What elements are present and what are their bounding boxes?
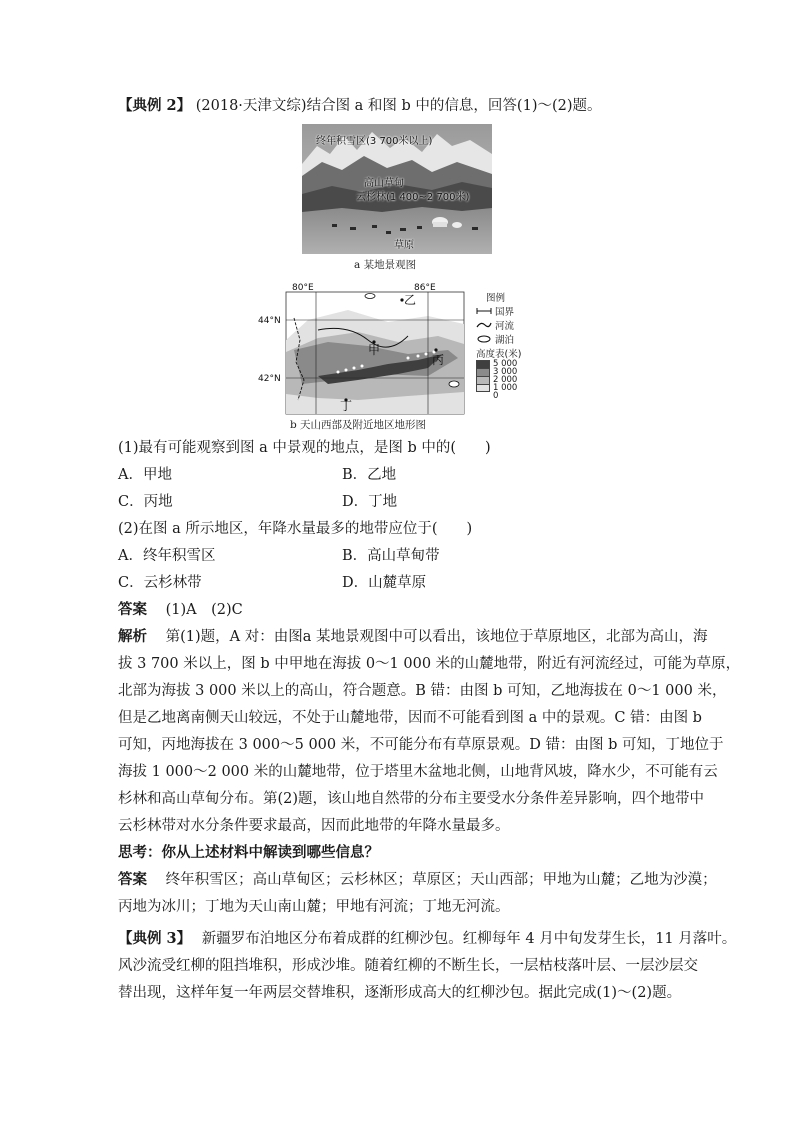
place-yi-label: 乙 bbox=[404, 293, 417, 307]
answer-2-line-1: 答案 终年积雪区；高山草甸区；云杉林区；草原区；天山西部；甲地为山麓；乙地为沙漠； bbox=[118, 871, 717, 888]
answer-2-label: 答案 bbox=[118, 871, 147, 888]
answer-1-text: (1)A (2)C bbox=[165, 602, 243, 618]
figure-b-caption: b 天山西部及附近地区地形图 bbox=[290, 419, 427, 431]
river-symbol-icon bbox=[476, 320, 492, 330]
question-1-stem: (1)最有可能观察到图 a 中景观的地点，是图 b 中的( ) bbox=[118, 440, 491, 456]
q2-option-c: C．云杉林带 bbox=[118, 575, 202, 591]
legend-elevation-title: 高度表(米) bbox=[476, 349, 522, 360]
legend-river-row bbox=[476, 318, 536, 332]
legend-border-row bbox=[476, 304, 536, 318]
q1-option-c: C．丙地 bbox=[118, 494, 173, 510]
place-jia-label: 甲 bbox=[368, 343, 381, 357]
answer-1 bbox=[118, 600, 243, 620]
q2-option-d: D．山麓草原 bbox=[342, 575, 427, 591]
figure-a-caption: a 某地景观图 bbox=[354, 259, 417, 271]
answer-1-label: 答案 bbox=[118, 601, 147, 618]
analysis-line-5: 可知，丙地海拔在 3 000～5 000 米，不可能分布有草原景观。D 错：由图 b 可知，丁地位于 bbox=[118, 737, 724, 753]
lon-80-label: 80°E bbox=[292, 283, 314, 293]
q1-option-d: D．丁地 bbox=[342, 494, 398, 510]
lat-42-label: 42°N bbox=[258, 374, 281, 384]
figure-a-photo bbox=[302, 124, 492, 254]
analysis-line-2: 拔 3 700 米以上，图 b 中甲地在海拔 0～1 000 米的山麓地带，附近有河流经过，可能为草原， bbox=[118, 656, 741, 672]
snow-zone-label: 终年积雪区(3 700米以上) bbox=[316, 136, 433, 147]
analysis-line-7: 杉林和高山草甸分布。第(2)题，该山地自然带的分布主要受水分条件差异影响，四个地带中 bbox=[118, 791, 705, 807]
legend-lake-label: 湖泊 bbox=[495, 335, 515, 346]
grassland-label: 草原 bbox=[394, 240, 414, 251]
example2-tag: 【典例 2】 bbox=[118, 97, 192, 114]
q1-option-a: A．甲地 bbox=[118, 467, 172, 483]
think-prompt: 思考：你从上述材料中解读到哪些信息？ bbox=[118, 844, 379, 861]
question-2-stem: (2)在图 a 所示地区，年降水量最多的地带应位于( ) bbox=[118, 521, 473, 537]
example3-line-1: 【典例 3】 新疆罗布泊地区分布着成群的红柳沙包。红柳每年 4 月中旬发芽生长，11 月落叶。 bbox=[118, 930, 737, 947]
meadow-label: 高山草甸 bbox=[364, 178, 404, 189]
place-ding-label: 丁 bbox=[340, 399, 353, 413]
map-legend bbox=[476, 290, 536, 400]
analysis-line-3: 北部为海拔 3 000 米以上的高山，符合题意。B 错：由图 b 可知，乙地海拔在 0～1 000 米， bbox=[118, 683, 727, 699]
analysis-line-4: 但是乙地离南侧天山较远，不处于山麓地带，因而不可能看到图 a 中的景观。C 错：由图 b bbox=[118, 710, 702, 726]
place-bing-label: 丙 bbox=[432, 353, 445, 367]
elevation-tick-0: 0 bbox=[493, 391, 499, 401]
lat-44-label: 44°N bbox=[258, 316, 281, 326]
lake-symbol-icon bbox=[476, 334, 492, 344]
elevation-tick-3000: 3 000 bbox=[476, 368, 536, 376]
q1-option-b: B．乙地 bbox=[342, 467, 397, 483]
q2-option-a: A．终年积雪区 bbox=[118, 548, 216, 564]
answer-2-line-2: 丙地为冰川；丁地为天山南山麓；甲地有河流；丁地无河流。 bbox=[118, 899, 510, 915]
legend-title: 图例 bbox=[486, 293, 506, 304]
border-symbol-icon bbox=[476, 306, 492, 316]
elevation-tick-5000: 5 000 bbox=[476, 360, 536, 368]
analysis-line-8: 云杉林带对水分条件要求最高，因而此地带的年降水量最多。 bbox=[118, 818, 510, 834]
example2-intro bbox=[118, 96, 602, 116]
example3-line-2: 风沙流受红柳的阻挡堆积，形成沙堆。随着红柳的不断生长，一层枯枝落叶层、一层沙层交 bbox=[118, 958, 698, 974]
example2-intro-text: (2018·天津文综)结合图 a 和图 b 中的信息，回答(1)～(2)题。 bbox=[195, 98, 602, 114]
elevation-tick-2000: 2 000 bbox=[476, 376, 536, 384]
analysis-label: 解析 bbox=[118, 628, 147, 645]
forest-label: 云杉林(1 400~2 700米) bbox=[356, 192, 470, 203]
example3-line-3: 替出现，这样年复一年两层交替堆积，逐渐形成高大的红柳沙包。据此完成(1)～(2)题。 bbox=[118, 985, 682, 1001]
legend-river-label: 河流 bbox=[495, 321, 515, 332]
lon-86-label: 86°E bbox=[414, 283, 436, 293]
example3-tag: 【典例 3】 bbox=[118, 930, 192, 947]
elevation-tick-1000: 1 000 bbox=[476, 384, 536, 392]
analysis-line-1: 解析 第(1)题，A 对：由图a 某地景观图中可以看出，该地位于草原地区，北部为高山，海 bbox=[118, 628, 708, 645]
legend-lake-row bbox=[476, 332, 536, 346]
analysis-line-6: 海拔 1 000～2 000 米的山麓地带，位于塔里木盆地北侧，山地背风坡，降水少，不可能有云 bbox=[118, 764, 718, 780]
q2-option-b: B．高山草甸带 bbox=[342, 548, 440, 564]
legend-border-label: 国界 bbox=[495, 307, 515, 318]
